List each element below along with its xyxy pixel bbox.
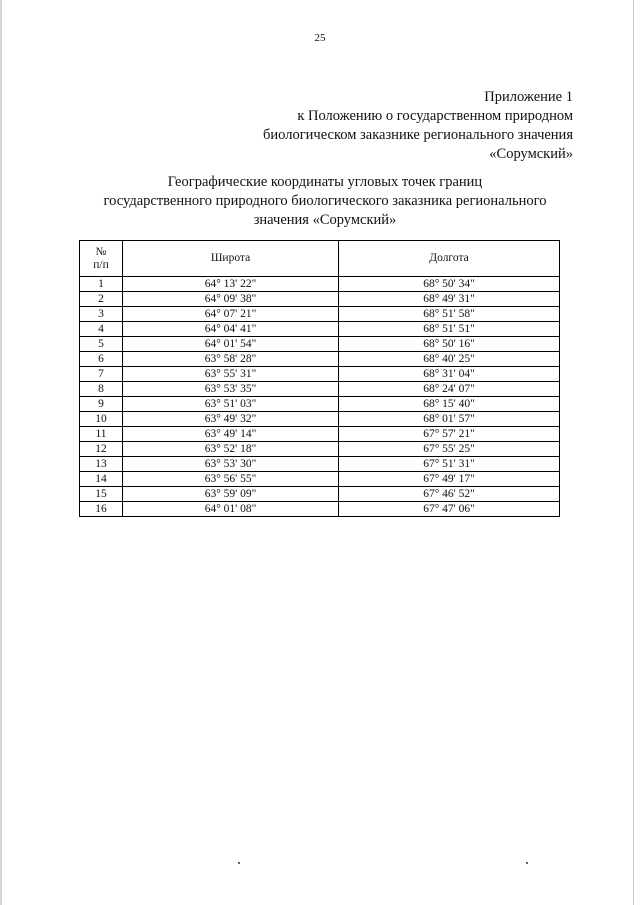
table-row xyxy=(80,472,560,487)
row-number-cell: 2 xyxy=(80,292,123,307)
longitude-cell: 68° 15' 40" xyxy=(339,397,560,412)
row-number-cell: 15 xyxy=(80,487,123,502)
appendix-line: биологическом заказнике регионального значения xyxy=(263,127,573,143)
document-title xyxy=(80,173,570,230)
latitude-cell: 63° 59' 09" xyxy=(123,487,339,502)
latitude-cell: 64° 01' 54" xyxy=(123,337,339,352)
row-number-cell: 12 xyxy=(80,442,123,457)
header-number-line1: № xyxy=(95,245,107,258)
table-row xyxy=(80,307,560,322)
table-body xyxy=(80,277,560,517)
row-number-cell: 13 xyxy=(80,457,123,472)
row-number-cell: 16 xyxy=(80,502,123,517)
row-number-cell: 7 xyxy=(80,367,123,382)
longitude-cell: 67° 55' 25" xyxy=(339,442,560,457)
page-number: 25 xyxy=(314,32,326,44)
page-edge-right xyxy=(633,0,634,905)
latitude-cell: 64° 07' 21" xyxy=(123,307,339,322)
scan-speck xyxy=(238,862,240,864)
latitude-cell: 64° 01' 08" xyxy=(123,502,339,517)
table-row xyxy=(80,352,560,367)
latitude-cell: 64° 09' 38" xyxy=(123,292,339,307)
header-longitude: Долгота xyxy=(339,241,560,277)
table-row xyxy=(80,292,560,307)
longitude-cell: 68° 49' 31" xyxy=(339,292,560,307)
latitude-cell: 63° 53' 35" xyxy=(123,382,339,397)
row-number-cell: 8 xyxy=(80,382,123,397)
table-row xyxy=(80,337,560,352)
row-number-cell: 14 xyxy=(80,472,123,487)
longitude-cell: 68° 50' 16" xyxy=(339,337,560,352)
page-edge-left xyxy=(0,0,2,905)
longitude-cell: 67° 51' 31" xyxy=(339,457,560,472)
appendix-heading xyxy=(153,88,573,164)
longitude-cell: 68° 24' 07" xyxy=(339,382,560,397)
longitude-cell: 67° 49' 17" xyxy=(339,472,560,487)
row-number-cell: 9 xyxy=(80,397,123,412)
table-row xyxy=(80,382,560,397)
longitude-cell: 67° 46' 52" xyxy=(339,487,560,502)
row-number-cell: 10 xyxy=(80,412,123,427)
appendix-line: «Сорумский» xyxy=(489,146,573,162)
longitude-cell: 67° 47' 06" xyxy=(339,502,560,517)
table-row xyxy=(80,487,560,502)
longitude-cell: 68° 51' 58" xyxy=(339,307,560,322)
longitude-cell: 68° 40' 25" xyxy=(339,352,560,367)
latitude-cell: 63° 56' 55" xyxy=(123,472,339,487)
latitude-cell: 63° 49' 14" xyxy=(123,427,339,442)
latitude-cell: 63° 49' 32" xyxy=(123,412,339,427)
longitude-cell: 68° 51' 51" xyxy=(339,322,560,337)
title-line: Географические координаты угловых точек границ xyxy=(167,174,483,190)
longitude-cell: 67° 57' 21" xyxy=(339,427,560,442)
row-number-cell: 4 xyxy=(80,322,123,337)
table-row xyxy=(80,502,560,517)
latitude-cell: 64° 13' 22" xyxy=(123,277,339,292)
header-number xyxy=(80,241,123,277)
row-number-cell: 1 xyxy=(80,277,123,292)
table-row xyxy=(80,412,560,427)
latitude-cell: 63° 55' 31" xyxy=(123,367,339,382)
appendix-line: к Положению о государственном природном xyxy=(297,108,573,124)
header-number-line2: п/п xyxy=(93,258,109,271)
longitude-cell: 68° 31' 04" xyxy=(339,367,560,382)
table-row xyxy=(80,442,560,457)
row-number-cell: 3 xyxy=(80,307,123,322)
longitude-cell: 68° 50' 34" xyxy=(339,277,560,292)
table-row xyxy=(80,322,560,337)
title-line: государственного природного биологического заказника регионального xyxy=(103,193,547,209)
latitude-cell: 63° 58' 28" xyxy=(123,352,339,367)
table-row xyxy=(80,367,560,382)
latitude-cell: 64° 04' 41" xyxy=(123,322,339,337)
latitude-cell: 63° 52' 18" xyxy=(123,442,339,457)
latitude-cell: 63° 51' 03" xyxy=(123,397,339,412)
table-row xyxy=(80,457,560,472)
table-row xyxy=(80,277,560,292)
longitude-cell: 68° 01' 57" xyxy=(339,412,560,427)
row-number-cell: 5 xyxy=(80,337,123,352)
table-row xyxy=(80,427,560,442)
appendix-line: Приложение 1 xyxy=(484,89,573,105)
row-number-cell: 6 xyxy=(80,352,123,367)
coordinates-table xyxy=(79,240,560,517)
table-header-row xyxy=(80,241,560,277)
header-latitude: Широта xyxy=(123,241,339,277)
row-number-cell: 11 xyxy=(80,427,123,442)
latitude-cell: 63° 53' 30" xyxy=(123,457,339,472)
table-row xyxy=(80,397,560,412)
title-line: значения «Сорумский» xyxy=(253,212,397,228)
scan-speck xyxy=(526,862,528,864)
